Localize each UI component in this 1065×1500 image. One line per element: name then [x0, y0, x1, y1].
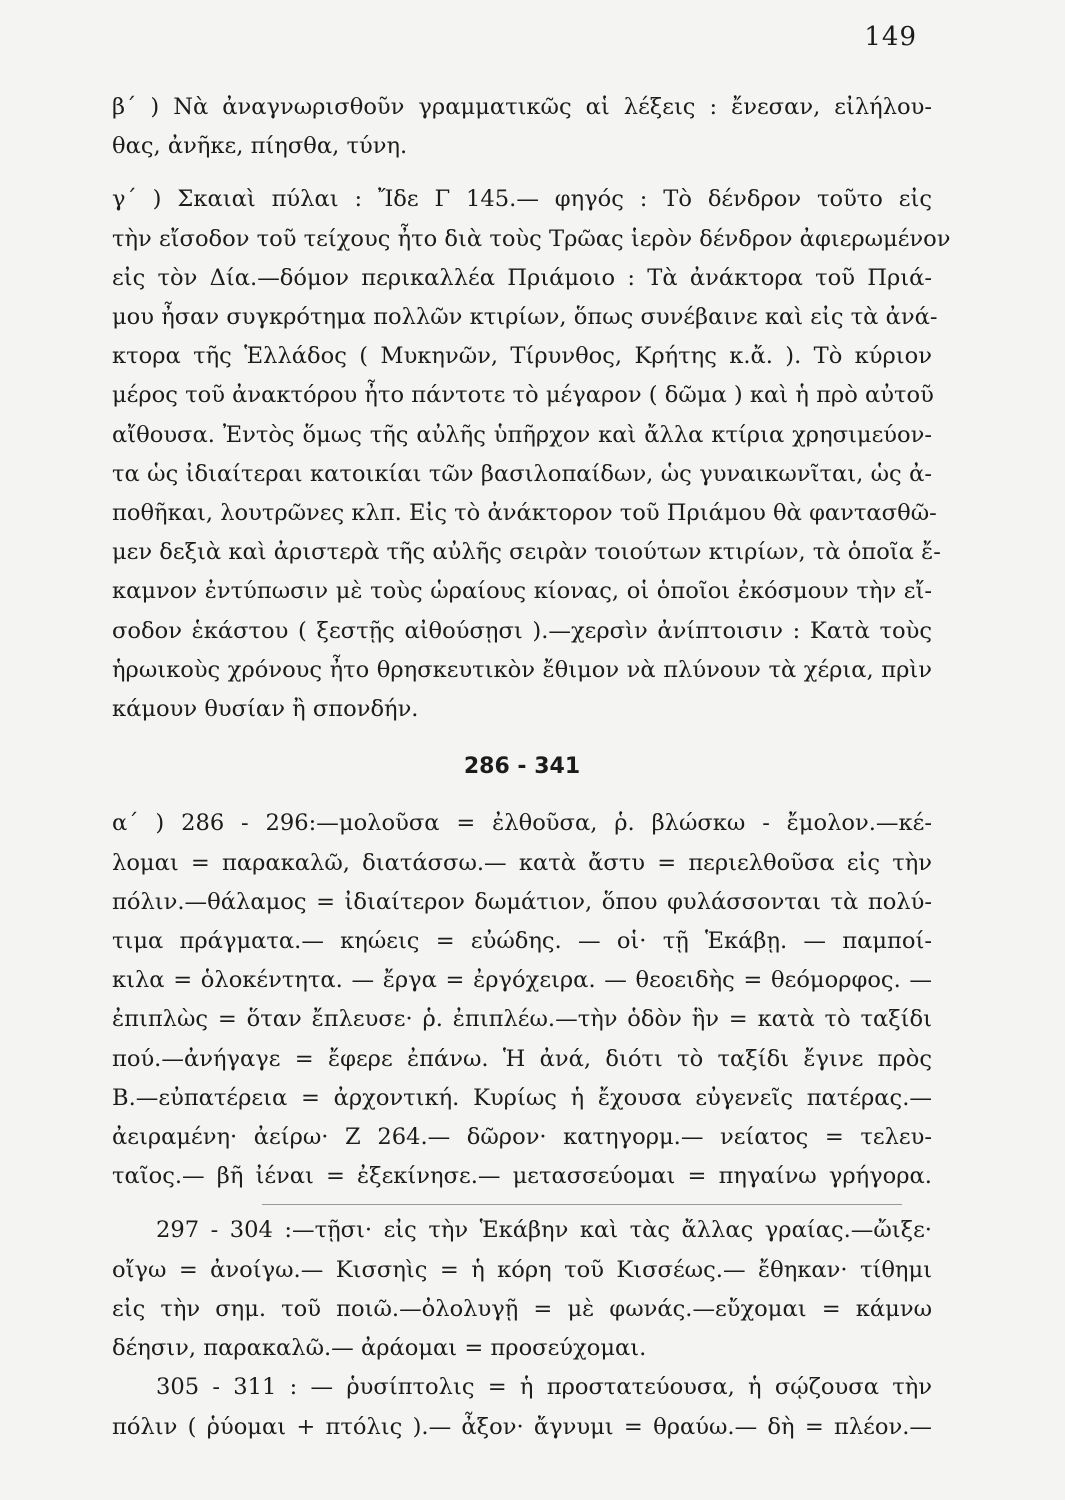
text-line: γ΄ ) Σκαιαὶ πύλαι : Ἴδε Γ 145.— φηγός : Τὸ δένδρον τοῦτο εἰς: [112, 186, 932, 213]
text-line: τα ὡς ἰδιαίτεραι κατοικίαι τῶν βασιλοπαίδων, ὡς γυναικωνῖται, ὡς ἀ-: [112, 460, 932, 487]
text-line: θας, ἀνῆκε, πίησθα, τύνη.: [112, 133, 408, 160]
text-line: κιλα = ὁλοκέντητα. — ἔργα = ἐργόχειρα. — θεοειδὴς = θεόμορφος. —: [112, 967, 932, 994]
text-line: εἰς τὴν σημ. τοῦ ποιῶ.—ὀλολυγῇ = μὲ φωνάς.—εὔχομαι = κάμνω: [112, 1295, 932, 1322]
divider-rule: [262, 1204, 902, 1205]
text-line: αἴθουσα. Ἐντὸς ὅμως τῆς αὐλῆς ὑπῆρχον καὶ ἄλλα κτίρια χρησιμεύον-: [112, 421, 932, 448]
text-line: μεν δεξιὰ καὶ ἀριστερὰ τῆς αὐλῆς σειρὰν τοιούτων κτιρίων, τὰ ὁποῖα ἔ-: [112, 539, 941, 566]
text-line: α΄ ) 286 - 296:—μολοῦσα = ἐλθοῦσα, ῥ. βλώσκω - ἔμολον.—κέ-: [112, 810, 932, 837]
paragraph-297-304: [112, 1211, 932, 1368]
text-line: πόλιν ( ῥύομαι + πτόλις ).— ἆξον· ἄγνυμι = θραύω.— δὴ = πλέον.—: [112, 1413, 932, 1440]
text-line: τιμα πράγματα.— κηώεις = εὐώδης. — οἱ· τῇ Ἑκάβῃ. — παμποί-: [112, 928, 932, 955]
text-line: 305 - 311 : — ῥυσίπτολις = ἡ προστατεύουσα, ἡ σῴζουσα τὴν: [156, 1374, 932, 1401]
text-line: ταῖος.— βῆ ἰέναι = ἐξεκίνησε.— μετασσεύομαι = πηγαίνω γρήγορα.: [112, 1163, 932, 1190]
text-line: 297 - 304 :—τῇσι· εἰς τὴν Ἑκάβην καὶ τὰς ἄλλας γραίας.—ὤιξε·: [156, 1217, 932, 1244]
text-line: κάμουν θυσίαν ἢ σπονδήν.: [112, 696, 419, 723]
text-line: εἰς τὸν Δία.—δόμον περικαλλέα Πριάμοιο : Τὰ ἀνάκτορα τοῦ Πριά-: [112, 264, 932, 291]
paragraph-alpha: [112, 804, 932, 1196]
paragraph-305-311: [112, 1368, 932, 1446]
paragraph-beta: [112, 88, 932, 166]
text-line: ποθῆκαι, λουτρῶνες κλπ. Εἰς τὸ ἀνάκτορον τοῦ Πριάμου θὰ φαντασθῶ-: [112, 500, 937, 527]
text-line: πόλιν.—θάλαμος = ἰδιαίτερον δωμάτιον, ὅπου φυλάσσονται τὰ πολύ-: [112, 888, 932, 915]
page-number: 149: [864, 22, 917, 52]
paragraph-gamma: [112, 180, 951, 729]
text-line: Β.—εὐπατέρεια = ἀρχοντική. Κυρίως ἡ ἔχουσα εὐγενεῖς πατέρας.—: [112, 1084, 932, 1111]
text-line: σοδον ἑκάστου ( ξεστῇς αἰθούσῃσι ).—χερσὶν ἀνίπτοισιν : Κατὰ τοὺς: [112, 617, 932, 644]
text-line: πού.—ἀνήγαγε = ἔφερε ἐπάνω. Ἡ ἀνά, διότι τὸ ταξίδι ἔγινε πρὸς: [112, 1045, 932, 1072]
text-line: μου ἦσαν συγκρότημα πολλῶν κτιρίων, ὅπως συνέβαινε καὶ εἰς τὰ ἀνά-: [112, 304, 938, 331]
text-line: ἡρωικοὺς χρόνους ἦτο θρησκευτικὸν ἔθιμον νὰ πλύνουν τὰ χέρια, πρὶν: [112, 656, 932, 683]
page-body: [112, 88, 951, 1447]
text-line: μέρος τοῦ ἀνακτόρου ἦτο πάντοτε τὸ μέγαρον ( δῶμα ) καὶ ἡ πρὸ αὐτοῦ: [112, 382, 934, 409]
text-line: λομαι = παρακαλῶ, διατάσσω.— κατὰ ἄστυ = περιελθοῦσα εἰς τὴν: [112, 849, 932, 876]
text-line: κτορα τῆς Ἑλλάδος ( Μυκηνῶν, Τίρυνθος, Κρήτης κ.ἄ. ). Τὸ κύριον: [112, 343, 932, 370]
text-line: οἴγω = ἀνοίγω.— Κισσηὶς = ἡ κόρη τοῦ Κισσέως.— ἔθηκαν· τίθημι: [112, 1256, 932, 1283]
text-line: ἀειραμένη· ἀείρω· Ζ 264.— δῶρον· κατηγορμ.— νείατος = τελευ-: [112, 1124, 932, 1151]
text-line: ἐπιπλὼς = ὅταν ἔπλευσε· ῥ. ἐπιπλέω.—τὴν ὁδὸν ἣν = κατὰ τὸ ταξίδι: [112, 1006, 932, 1033]
text-line: β΄ ) Νὰ ἀναγνωρισθοῦν γραμματικῶς αἱ λέξεις : ἔνεσαν, εἰλήλου-: [112, 94, 932, 120]
text-line: τὴν εἴσοδον τοῦ τείχους ἦτο διὰ τοὺς Τρῶας ἱερὸν δένδρον ἀφιερωμένον: [112, 225, 951, 252]
text-line: δέησιν, παρακαλῶ.— ἀράομαι = προσεύχομαι.: [112, 1335, 647, 1362]
section-heading: 286 - 341: [463, 754, 581, 780]
text-line: καμνον ἐντύπωσιν μὲ τοὺς ὡραίους κίονας, οἱ ὁποῖοι ἐκόσμουν τὴν εἴ-: [112, 578, 932, 605]
